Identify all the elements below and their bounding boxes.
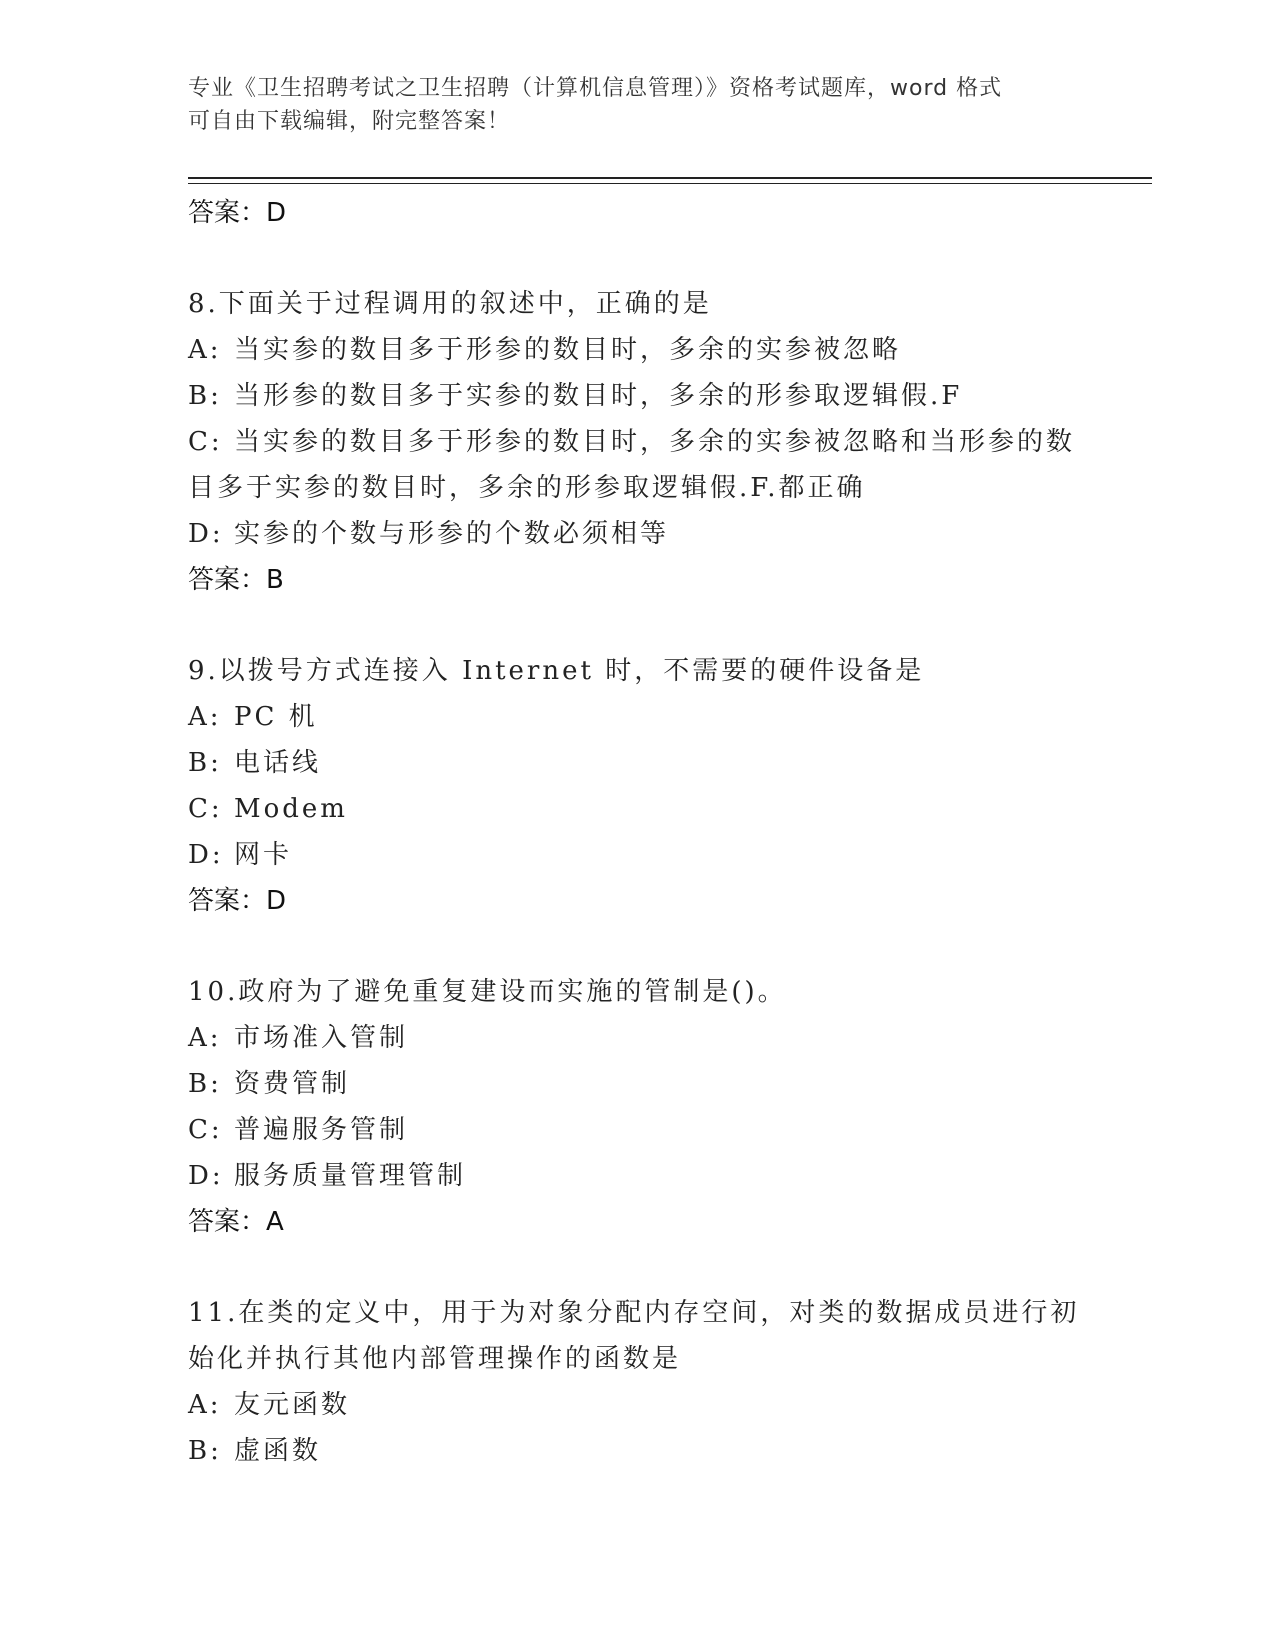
option-letter: B: [188,381,222,411]
option-letter: D: [188,519,224,549]
option-a [188,1015,1088,1061]
question-10 [188,969,1088,1245]
option-text: 当形参的数目多于实参的数目时，多余的形参取逻辑假.F [234,381,963,411]
option-b [188,373,1088,419]
question-list [188,190,1088,1474]
option-a [188,694,1088,740]
answer-line: 答案：D [188,886,287,916]
option-text-continued: 目多于实参的数目时，多余的形参取逻辑假.F.都正确 [188,473,866,503]
question-8 [188,281,1088,603]
option-letter: D: [188,1161,224,1191]
option-text: PC 机 [234,702,318,732]
question-title: 11.在类的定义中，用于为对象分配内存空间，对类的数据成员进行初 [188,1298,1080,1328]
option-text: 服务质量管理管制 [234,1161,467,1191]
document-header [188,72,1088,138]
option-b [188,740,1088,786]
option-text: 电话线 [234,748,322,778]
option-text: 当实参的数目多于形参的数目时，多余的实参被忽略 [234,335,902,365]
option-b [188,1061,1088,1107]
option-d [188,511,1088,557]
option-text: 实参的个数与形参的个数必须相等 [234,519,670,549]
option-letter: B: [188,1069,222,1099]
option-letter: A: [188,1023,222,1053]
answer-line: 答案：A [188,1207,284,1237]
answer-line: 答案：B [188,565,284,595]
option-a [188,327,1088,373]
header-divider [188,177,1152,184]
header-line-2: 可自由下载编辑，附完整答案！ [188,109,511,134]
option-letter: C: [188,794,223,824]
option-c [188,1107,1088,1153]
option-letter: B: [188,1436,222,1466]
option-letter: A: [188,1390,222,1420]
question-title: 9.以拨号方式连接入 Internet 时，不需要的硬件设备是 [188,656,925,686]
option-text: 当实参的数目多于形参的数目时，多余的实参被忽略和当形参的数 [234,427,1076,457]
option-letter: C: [188,1115,223,1145]
option-letter: D: [188,840,224,870]
option-c [188,786,1088,832]
question-title-continued: 始化并执行其他内部管理操作的函数是 [188,1344,682,1374]
option-text: 网卡 [234,840,293,870]
option-letter: C: [188,427,223,457]
option-letter: A: [188,702,222,732]
question-11 [188,1290,1088,1474]
option-letter: A: [188,335,222,365]
option-text: 友元函数 [234,1390,351,1420]
option-letter: B: [188,748,222,778]
option-text: 市场准入管制 [234,1023,409,1053]
question-title: 10.政府为了避免重复建设而实施的管制是()。 [188,977,787,1007]
option-a [188,1382,1088,1428]
option-text: 资费管制 [234,1069,351,1099]
option-b [188,1428,1088,1474]
question-title: 8.下面关于过程调用的叙述中，正确的是 [188,289,712,319]
option-text: 虚函数 [234,1436,322,1466]
answer-line: 答案：D [188,198,287,228]
option-d [188,832,1088,878]
question-9 [188,648,1088,924]
option-text: Modem [234,794,348,824]
option-text: 普遍服务管制 [234,1115,409,1145]
option-d [188,1153,1088,1199]
header-line-1: 专业《卫生招聘考试之卫生招聘（计算机信息管理）》资格考试题库，word 格式 [188,76,1003,101]
option-c [188,419,1088,511]
